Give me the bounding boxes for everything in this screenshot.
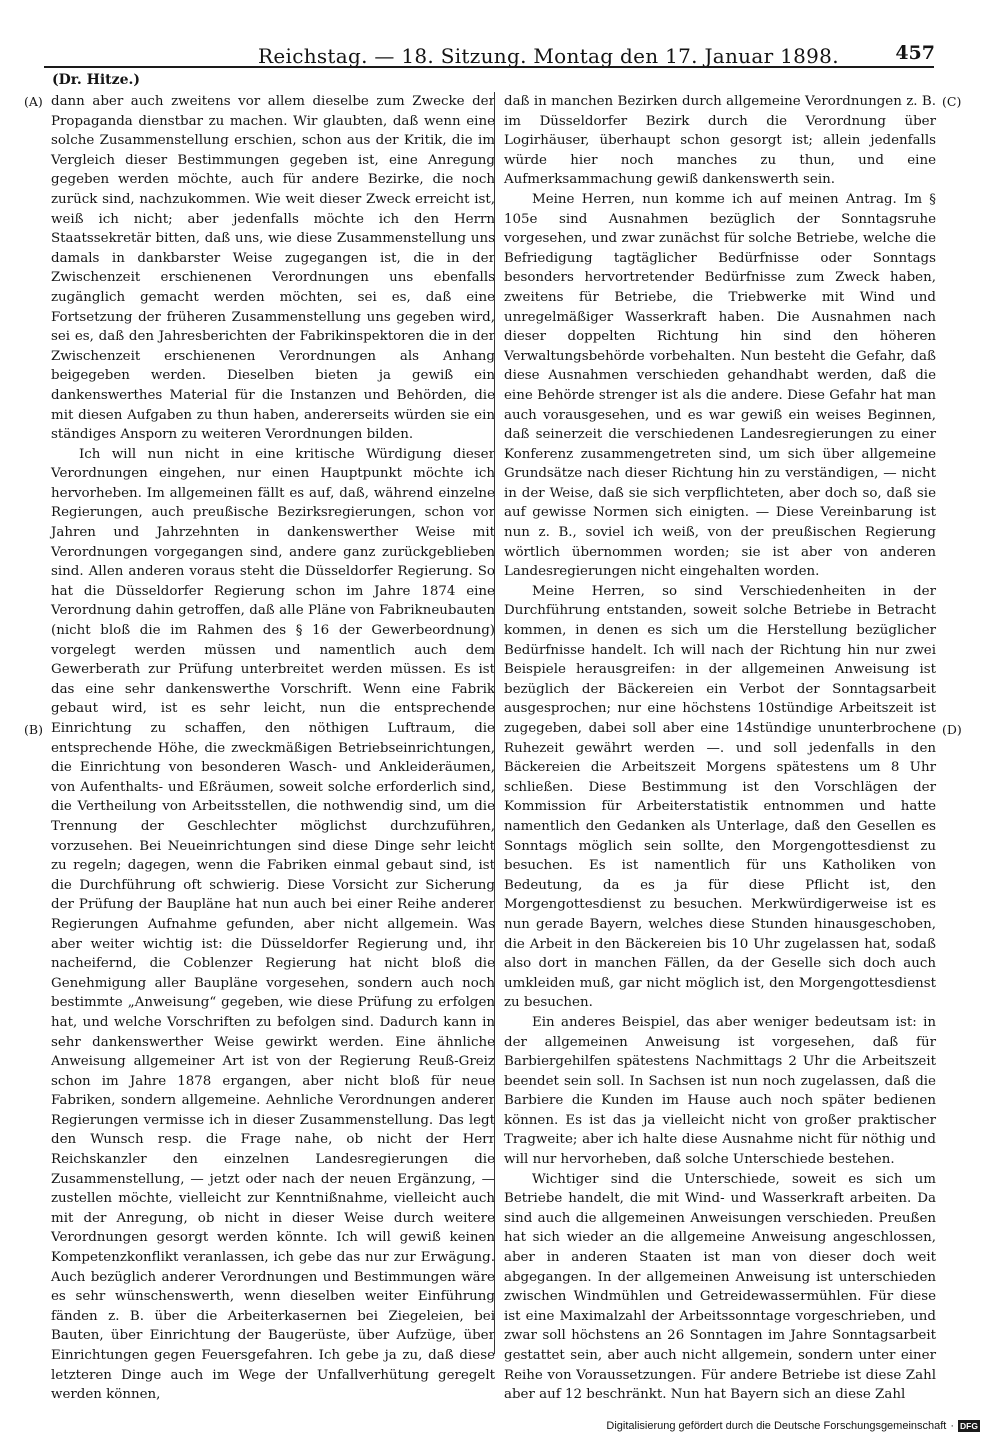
margin-marker-c: (C)	[942, 94, 962, 109]
footer-text: Digitalisierung gefördert durch die Deutsche Forschungsgemeinschaft	[606, 1420, 947, 1432]
running-header	[40, 38, 940, 68]
right-paragraph-3: Meine Herren, so sind Verschiedenheiten in der Durchführung entstanden, soweit solche Betriebe in Betracht kommen, in denen es sich um die Herstellung bezüglicher Bedürfnisse handelt. Ich will nach der Richtung hin nur zwei Beispiele herausgreifen: in der allgemeinen Anweisung ist bezüglich der Bäckereien ein Verbot der Sonntagsarbeit ausgesprochen; nur eine höchstens 10stündige Arbeitszeit ist zugegeben, dabei soll aber eine 14stündige ununterbrochene Ruhezeit gewährt werden —. und soll jedenfalls in den Bäckereien die Arbeitszeit Morgens spätestens um 8 Uhr schließen. Diese Bestimmung ist den Vorschlägen der Kommission für Arbeiterstatistik entnommen und hatte namentlich den Gedanken als Unterlage, daß den Gesellen es Sonntags möglich sein sollte, den Morgengottesdienst zu besuchen. Es ist namentlich für uns Katholiken von Bedeutung, da es ja für diese Pflicht ist, den Morgengottesdienst zu besuchen. Merkwürdigerweise ist es nun gerade Bayern, welches diese Stunden hinausgeschoben, die Arbeit in den Bäckereien bis 10 Uhr zugelassen hat, sodaß also dort in manchen Fällen, da der Geselle sich doch auch umkleiden muß, gar nicht möglich ist, den Morgengottesdienst zu besuchen.	[504, 583, 936, 1011]
right-paragraph-5: Wichtiger sind die Unterschiede, soweit es sich um Betriebe handelt, die mit Wind- und Wasserkraft arbeiten. Da sind auch die allgemeinen Anweisungen verschieden. Preußen hat sich wieder an die allgemeine Anweisung angeschlossen, aber in anderen Staaten ist man von dieser doch weit abgegangen. In der allgemeinen Anweisung ist unterschieden zwischen Windmühlen und Getreidewassermühlen. Für diese ist eine Maximalzahl der Arbeitssonntage vorgeschrieben, und zwar soll höchstens an 26 Sonntagen im Jahre Sonntagsarbeit gestattet sein, aber auch nicht allgemein, sondern unter einer Reihe von Voraussetzungen. Für andere Betriebe ist diese Zahl aber auf 12 beschränkt. Nun hat Bayern sich an diese Zahl	[504, 1171, 936, 1403]
speaker-label: (Dr. Hitze.)	[52, 72, 140, 88]
margin-marker-d: (D)	[942, 722, 962, 737]
left-column	[51, 92, 495, 1405]
right-paragraph-2: Meine Herren, nun komme ich auf meinen Antrag. Im § 105e sind Ausnahmen bezüglich der Sonntagsruhe vorgesehen, und zwar zunächst für solche Betriebe, welche die Befriedigung tagtäglicher Bedürfnisse oder Sonntags besonders hervortretender Bedürfnisse zum Zweck haben, zweitens für Betriebe, die Triebwerke mit Wind und unregelmäßiger Wasserkraft haben. Die Ausnahmen nach dieser doppelten Richtung hin sind den höheren Verwaltungsbehörde vorbehalten. Nun besteht die Gefahr, daß diese Ausnahmen verschieden gehandhabt werden, daß die eine Behörde strenger ist als die andere. Diese Gefahr hat man auch vorausgesehen, und es war gewiß ein weises Beginnen, daß seinerzeit die verschiedenen Landesregierungen zu einer Konferenz zusammengetreten sind, um sich über allgemeine Grundsätze nach dieser Richtung hin zu verständigen, — nicht in der Weise, daß sie sich verpflichteten, aber doch so, daß sie auf gewisse Normen sich einigten. — Diese Vereinbarung ist nun z. B., soviel ich weiß, von der preußischen Regierung wörtlich übernommen worden; sie ist aber von anderen Landesregierungen nicht eingehalten worden.	[504, 191, 936, 580]
dfg-logo: DFG	[960, 1421, 978, 1431]
footer-separator: ·	[950, 1420, 955, 1432]
footer-credit	[606, 1420, 980, 1432]
page-number: 457	[895, 42, 935, 64]
header-title: Reichstag. — 18. Sitzung. Montag den 17. Januar 1898.	[258, 44, 839, 68]
left-paragraph-1: dann aber auch zweitens vor allem dieselbe zum Zwecke der Propaganda dienstbar zu machen. Wir glaubten, daß wenn eine solche Zusammenstellung erschien, schon aus der Kritik, die im Vergleich dieser Bestimmungen gegeben ist, eine Anregung gegeben werden möchte, auch für andere Bezirke, die noch zurück sind, nachzukommen. Wie weit dieser Zweck erreicht ist, weiß ich nicht; aber jedenfalls möchte ich den Herrn Staatssekretär bitten, daß uns, wie diese Zusammenstellung uns damals in dankbarster Weise zugegangen ist, die in der Zwischenzeit erschienenen Verordnungen uns ebenfalls zugänglich gemacht werden möchten, sei es, daß eine Fortsetzung der früheren Zusammenstellung uns gegeben wird, sei es, daß den Jahresberichten der Fabrikinspektoren die in der Zwischenzeit erschienenen Verordnungen als Anhang beigegeben werden. Dieselben bieten ja gewiß ein dankenswerthes Material für die Instanzen und Behörden, die mit diesen Aufgaben zu thun haben, andererseits würden sie ein ständiges Ansporn zu weiteren Verordnungen bilden.	[51, 94, 495, 443]
column-divider	[494, 92, 495, 1354]
left-paragraph-2: Ich will nun nicht in eine kritische Würdigung dieser Verordnungen eingehen, nur einen Hauptpunkt möchte ich hervorheben. Im allgemeinen fällt es auf, daß, während einzelne Regierungen, auch preußische Bezirksregierungen, schon vor Jahren und Jahrzehnten in dankenswerther Weise mit Verordnungen vorgegangen sind, andere ganz zurückgeblieben sind. Allen anderen voraus steht die Düsseldorfer Regierung. So hat die Düsseldorfer Regierung schon im Jahre 1874 eine Verordnung dahin getroffen, daß alle Pläne von Fabrikneubauten (nicht bloß die im Rahmen des § 16 der Gewerbeordnung) vorgelegt werden müssen und namentlich auch dem Gewerberath zur Prüfung unterbreitet werden müssen. Es ist das eine sehr dankenswerthe Vorschrift. Wenn eine Fabrik gebaut wird, ist es sehr leicht, nun die entsprechende Einrichtung zu schaffen, den nöthigen Luftraum, die entsprechende Höhe, die zweckmäßigen Betriebseinrichtungen, die Einrichtung von besonderen Wasch- und Ankleideräumen, von Aufenthalts- und Eßräumen, soweit solche erforderlich sind, die Vertheilung von Arbeitsstellen, die nothwendig sind, um die Trennung der Geschlechter möglichst durchzuführen, vorzusehen. Bei Neueinrichtungen sind diese Dinge sehr leicht zu regeln; dagegen, wenn die Fabriken einmal gebaut sind, ist die Durchführung oft schwierig. Diese Vorsicht zur Sicherung der Prüfung der Baupläne hat nun auch bei einer Reihe anderer Regierungen Aufnahme gefunden, aber nicht allgemein. Was aber weiter wichtig ist: die Düsseldorfer Regierung und, ihr nacheifernd, die Coblenzer Regierung hat nicht bloß die Genehmigung aller Baupläne vorgesehen, sondern auch noch bestimmte „Anweisung“ gegeben, wie diese Prüfung zu erfolgen hat, und welche Vorschriften zu befolgen sind. Dadurch kann in sehr dankenswerther Weise gewirkt werden. Eine ähnliche Anweisung allgemeiner Art ist von der Regierung Reuß-Greiz schon im Jahre 1878 ergangen, aber nicht bloß für neue Fabriken, sondern allgemeine. Aehnliche Verordnungen anderer Regierungen vermisse ich in dieser Zusammenstellung. Das legt den Wunsch resp. die Frage nahe, ob nicht der Herr Reichskanzler den einzelnen Landesregierungen die Zusammenstellung, — jetzt oder nach der neuen Ergänzung, — zustellen möchte, vielleicht zur Kenntnißnahme, vielleicht auch mit der Anregung, ob nicht in dieser Weise durch weitere Verordnungen gesorgt werden könnte. Ich will gewiß keinen Kompetenzkonflikt veranlassen, ich gebe das nur zur Erwägung. Auch bezüglich anderer Verordnungen und Bestimmungen wäre es sehr wünschenswerth, wenn dieselben weiter Einführung fänden z. B. über die Arbeiterkasernen bei Ziegeleien, bei Bauten, über Einrichtung der Baugerüste, über Aufzüge, über Einrichtungen gegen Feuersgefahren. Ich gebe ja zu, daß diese letzteren Dinge auch im Wege der Unfallverhütung geregelt werden können,	[51, 446, 495, 1403]
margin-marker-a: (A)	[24, 94, 43, 109]
header-rule	[44, 66, 934, 68]
right-column	[504, 92, 936, 1405]
right-paragraph-1: daß in manchen Bezirken durch allgemeine Verordnungen z. B. im Düsseldorfer Bezirk durch die Verordnung über Logirhäuser, überhaupt schon gesorgt ist; allein jedenfalls würde hier noch manches zu thun, und eine Aufmerksammachung gewiß dankenswerth sein.	[504, 94, 936, 188]
margin-marker-b: (B)	[24, 722, 43, 737]
right-paragraph-4: Ein anderes Beispiel, das aber weniger bedeutsam ist: in der allgemeinen Anweisung ist vorgesehen, daß für Barbiergehilfen spätestens Nachmittags 2 Uhr die Arbeitszeit beendet sein soll. In Sachsen ist nun noch zugelassen, daß die Barbiere die Kunden im Hause auch noch später bedienen können. Es ist das ja vielleicht nicht von großer praktischer Tragweite; aber ich halte diese Ausnahme nicht für nöthig und will nur hervorheben, daß solche Unterschiede bestehen.	[504, 1014, 936, 1168]
